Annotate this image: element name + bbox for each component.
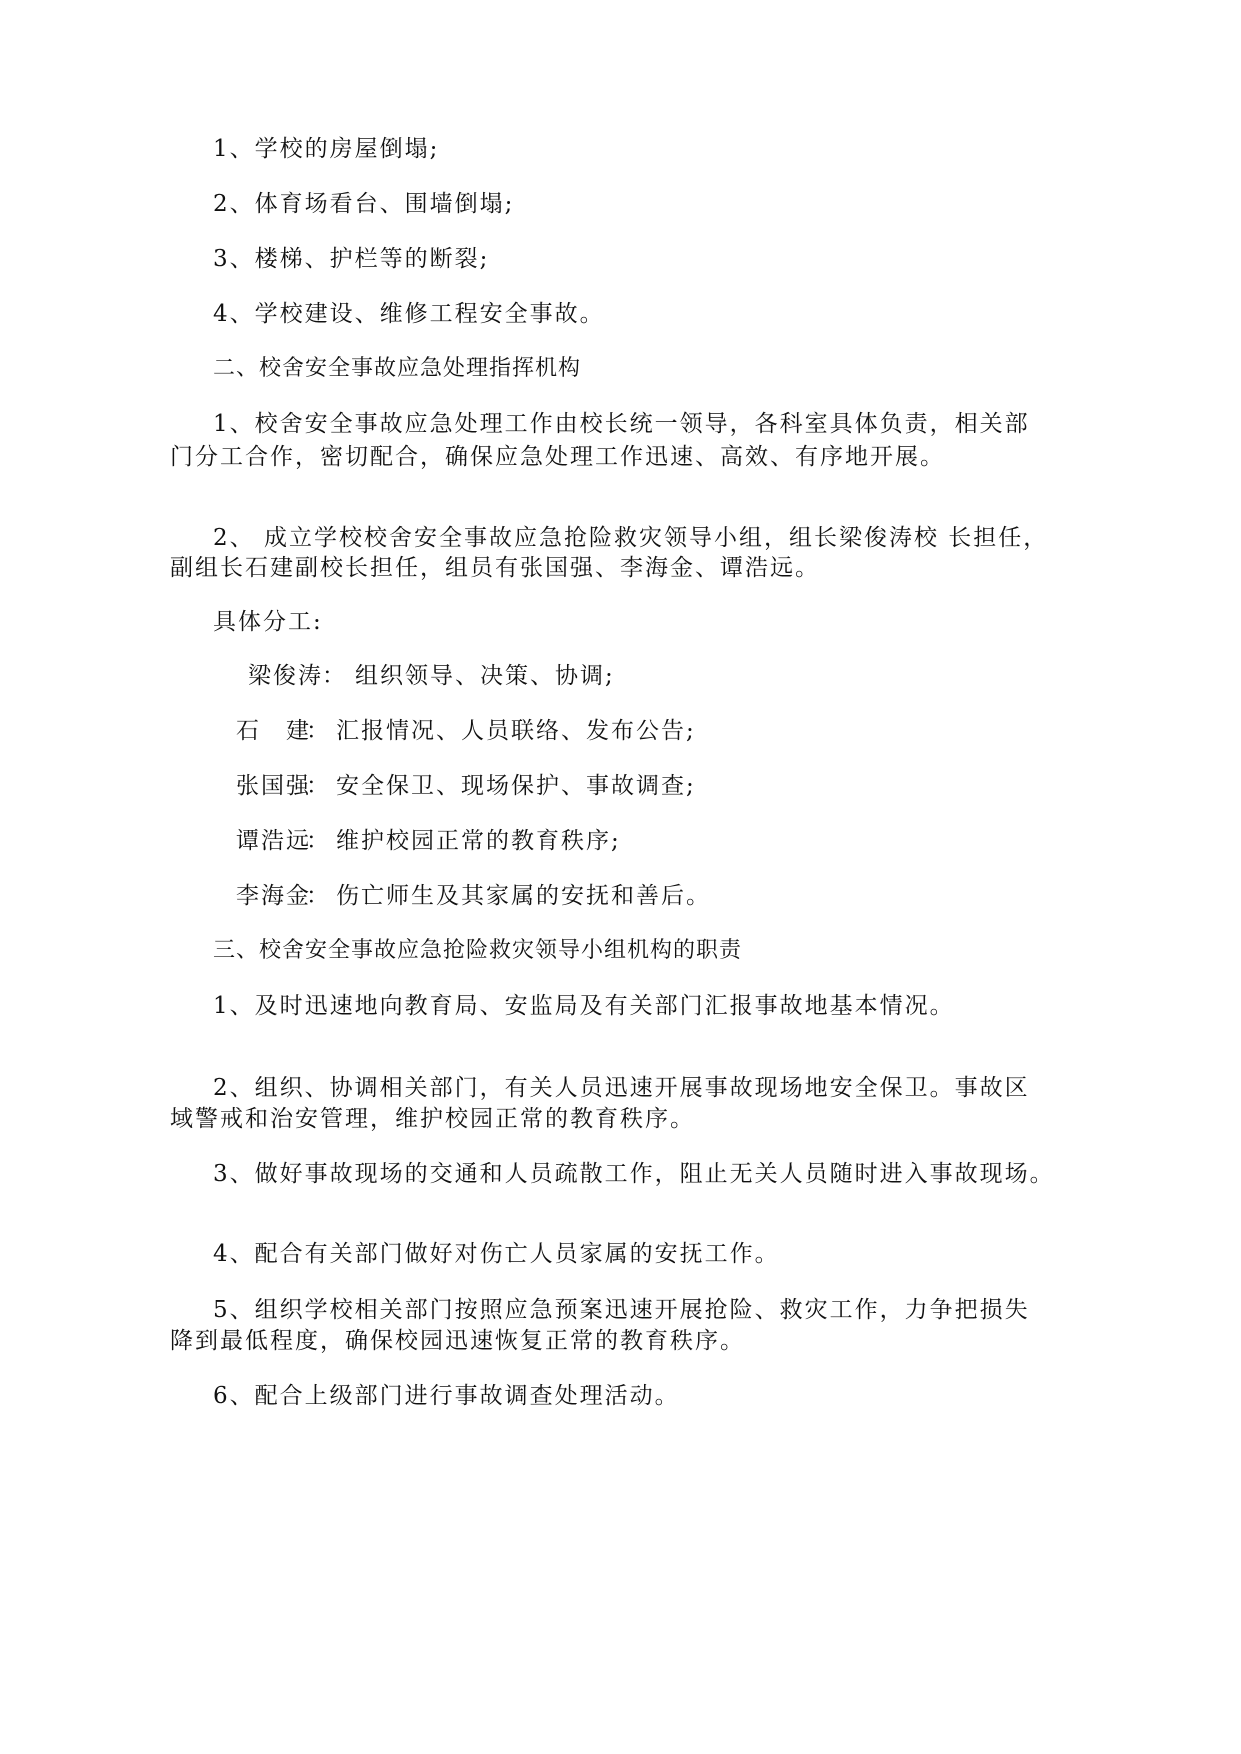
division-label: 具体分工: (213, 609, 323, 635)
duty-separator: ： (306, 773, 329, 799)
duty-text: 安全保卫、现场保护、事故调查; (336, 773, 696, 799)
duty-text: 伤亡师生及其家属的安抚和善后。 (336, 883, 711, 909)
duty-text: 维护校园正常的教育秩序; (336, 828, 621, 854)
duty-separator: ： (306, 718, 329, 744)
duty-text: 组织领导、决策、协调; (355, 663, 615, 689)
duty-name: 谭浩远 (236, 828, 311, 854)
list-item: 4、配合有关部门做好对伤亡人员家属的安抚工作。 (213, 1241, 780, 1267)
duty-separator: ： (306, 828, 329, 854)
paragraph-line: 域警戒和治安管理，维护校园正常的教育秩序。 (170, 1106, 695, 1132)
list-item: 3、楼梯、护栏等的断裂; (213, 246, 490, 272)
list-item: 6、配合上级部门进行事故调查处理活动。 (213, 1383, 680, 1409)
section-heading: 三、校舍安全事故应急抢险救灾领导小组机构的职责 (213, 938, 743, 963)
duty-text: 汇报情况、人员联络、发布公告; (336, 718, 696, 744)
duty-name: 梁俊涛 (248, 663, 323, 689)
duty-name: 李海金 (236, 883, 311, 909)
paragraph-line: 副组长石建副校长担任，组员有张国强、李海金、谭浩远。 (170, 555, 820, 581)
paragraph-line: 2、组织、协调相关部门，有关人员迅速开展事故现场地安全保卫。事故区 (213, 1075, 1030, 1101)
duty-separator: ： (306, 883, 329, 909)
list-item: 3、做好事故现场的交通和人员疏散工作，阻止无关人员随时进入事故现场。 (213, 1161, 1055, 1187)
paragraph-line: 1、校舍安全事故应急处理工作由校长统一领导，各科室具体负责，相关部 (213, 411, 1030, 437)
list-item: 1、及时迅速地向教育局、安监局及有关部门汇报事故地基本情况。 (213, 993, 955, 1019)
paragraph-line: 5、组织学校相关部门按照应急预案迅速开展抢险、救灾工作，力争把损失 (213, 1297, 1030, 1323)
duty-name: 张国强 (236, 773, 311, 799)
list-item: 1、学校的房屋倒塌; (213, 136, 440, 162)
duty-name: 石 建 (236, 718, 311, 744)
paragraph-line: 2、 成立学校校舍安全事故应急抢险救灾领导小组，组长梁俊涛校 长担任， (213, 525, 1049, 551)
paragraph-line: 门分工合作，密切配合，确保应急处理工作迅速、高效、有序地开展。 (170, 444, 945, 470)
paragraph-line: 降到最低程度，确保校园迅速恢复正常的教育秩序。 (170, 1328, 745, 1354)
list-item: 2、体育场看台、围墙倒塌; (213, 191, 515, 217)
duty-separator: ： (322, 663, 345, 689)
section-heading: 二、校舍安全事故应急处理指挥机构 (213, 356, 582, 381)
list-item: 4、学校建设、维修工程安全事故。 (213, 301, 605, 327)
